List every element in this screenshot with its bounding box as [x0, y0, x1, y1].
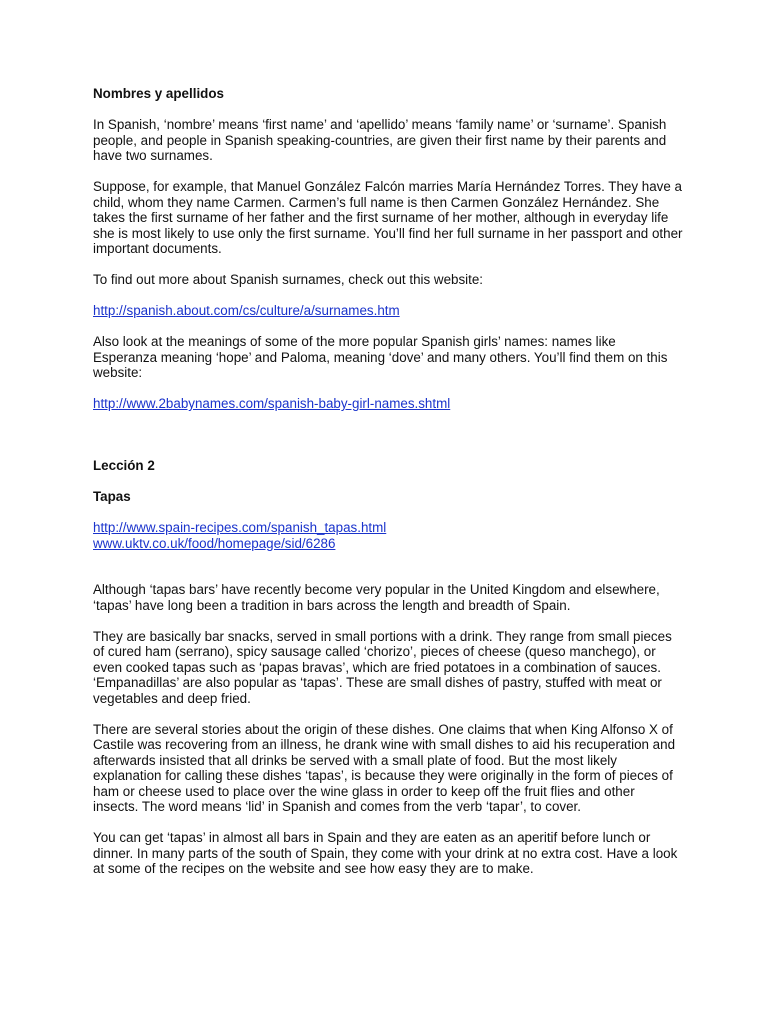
document-page [93, 86, 683, 877]
link-spain-recipes[interactable]: http://www.spain-recipes.com/spanish_tapas.html [93, 520, 387, 535]
section-heading-names: Nombres y apellidos [93, 86, 224, 101]
paragraph-girls-names: Also look at the meanings of some of the more popular Spanish girls’ names: names like Esperanza meaning ‘hope’ and Paloma, meaning ‘dove’ and many others. You’ll find them on this website: [93, 334, 668, 380]
paragraph-tapas-intro: Although ‘tapas bars’ have recently become very popular in the United Kingdom and elsewhere, ‘tapas’ have long been a tradition in bars across the length and breadth of Spain. [93, 582, 660, 613]
lesson-heading: Lección 2 [93, 458, 155, 473]
paragraph-names-intro: In Spanish, ‘nombre’ means ‘first name’ and ‘apellido’ means ‘family name’ or ‘surname’. Spanish people, and people in Spanish speaking-countries, are given their first name by their parents and have two surnames. [93, 117, 667, 163]
paragraph-names-example: Suppose, for example, that Manuel González Falcón marries María Hernández Torres. They have a child, whom they name Carmen. Carmen’s full name is then Carmen González Hernández. She takes the first surname of her father and the first surname of her mother, although in everyday life she is most likely to use only the first surname. You’ll find her full surname in her passport and other important documents. [93, 179, 683, 256]
link-uktv-food[interactable]: www.uktv.co.uk/food/homepage/sid/6286 [93, 535, 336, 551]
link-baby-names[interactable]: http://www.2babynames.com/spanish-baby-girl-names.shtml [93, 396, 451, 411]
paragraph-tapas-origin: There are several stories about the origin of these dishes. One claims that when King Alfonso X of Castile was recovering from an illness, he drank wine with small dishes to aid his recuperation and afterwards insisted that all drinks be served with a small plate of food. But the most likely explanation for calling these dishes ‘tapas’, is because they were originally in the form of pieces of ham or cheese used to place over the wine glass in order to keep off the fruit flies and other insects. The word means ‘lid’ in Spanish and comes from the verb ‘tapar’, to cover. [93, 721, 676, 814]
paragraph-tapas-bars: You can get ‘tapas’ in almost all bars in Spain and they are eaten as an aperitif before lunch or dinner. In many parts of the south of Spain, they come with your drink at no extra cost. Have a look at some of the recipes on the website and see how easy they are to make. [93, 830, 678, 876]
paragraph-tapas-snacks: They are basically bar snacks, served in small portions with a drink. They range from small pieces of cured ham (serrano), spicy sausage called ‘chorizo’, pieces of cheese (queso manchego), or even cooked tapas such as ‘papas bravas’, which are fried potatoes in a combination of sauces. ‘Empanadillas’ are also popular as ‘tapas’. These are small dishes of pastry, stuffed with meat or vegetables and deep fried. [93, 628, 672, 706]
section-heading-tapas: Tapas [93, 489, 131, 504]
link-surnames[interactable]: http://spanish.about.com/cs/culture/a/surnames.htm [93, 303, 400, 318]
paragraph-surnames-more: To find out more about Spanish surnames, check out this website: [93, 272, 484, 287]
